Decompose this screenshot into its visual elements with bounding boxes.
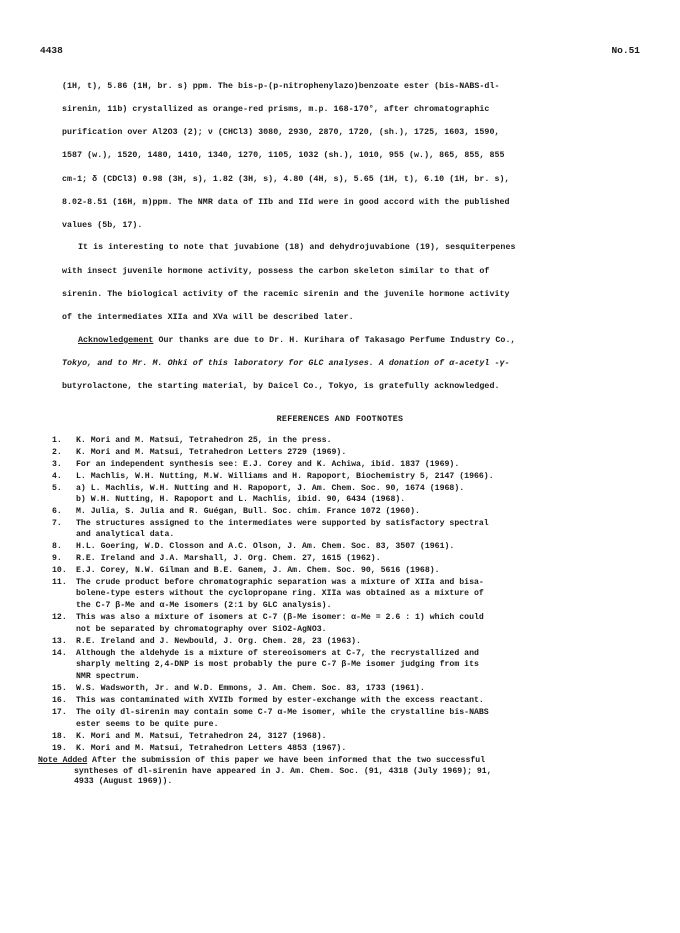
reference-number: 13. [52, 637, 67, 646]
reference-number: 12. [52, 613, 67, 622]
reference-text: the C-7 β-Me and α-Me isomers (2:1 by GLC analysis). [76, 601, 332, 610]
reference-text: L. Machlis, W.H. Nutting, M.W. Williams and H. Rapoport, Biochemistry 5, 2147 (1966). [76, 472, 494, 481]
acknowledgement-line [78, 336, 622, 345]
reference-text: Although the aldehyde is a mixture of stereoisomers at C-7, the recrystallized and [76, 649, 479, 658]
issue-number: No.51 [611, 45, 640, 56]
reference-text: This was also a mixture of isomers at C-7 (β-Me isomer: α-Me = 2.6 : 1) which could [76, 613, 484, 622]
reference-text: a) L. Machlis, W.H. Nutting and H. Rapoport, J. Am. Chem. Soc. 90, 1674 (1968). [76, 484, 465, 493]
note-added-label: Note Added [38, 756, 88, 765]
body-line: sirenin. The biological activity of the racemic sirenin and the juvenile hormone activity [62, 290, 510, 299]
body-line: purification over Al2O3 (2); ν (CHCl3) 3080, 2930, 2870, 1720, (sh.), 1725, 1603, 1590, [62, 128, 500, 137]
reference-text: K. Mori and M. Matsui, Tetrahedron Letters 2729 (1969). [76, 448, 347, 457]
reference-text: not be separated by chromatography over SiO2-AgNO3. [76, 625, 327, 634]
reference-number: 14. [52, 649, 67, 658]
reference-number: 9. [52, 554, 62, 563]
reference-text: ester seems to be quite pure. [76, 720, 219, 729]
acknowledgement-text: Our thanks are due to Dr. H. Kurihara of Takasago Perfume Industry Co., [153, 336, 516, 345]
note-added-line: syntheses of dl-sirenin have appeared in J. Am. Chem. Soc. (91, 4318 (July 1969); 91, [74, 766, 492, 776]
reference-number: 15. [52, 684, 67, 693]
body-line: 1587 (w.), 1520, 1480, 1410, 1340, 1270, 1105, 1032 (sh.), 1010, 955 (w.), 865, 855, 855 [62, 151, 505, 160]
reference-number: 6. [52, 507, 62, 516]
reference-text: For an independent synthesis see: E.J. Corey and K. Achiwa, ibid. 1837 (1969). [76, 460, 460, 469]
reference-text: R.E. Ireland and J. Newbould, J. Org. Chem. 28, 23 (1963). [76, 637, 361, 646]
reference-number: 11. [52, 578, 67, 587]
reference-text: H.L. Goering, W.D. Closson and A.C. Olson, J. Am. Chem. Soc. 83, 3507 (1961). [76, 542, 455, 551]
references-title: REFERENCES AND FOOTNOTES [276, 415, 404, 424]
reference-number: 4. [52, 472, 62, 481]
body-line: of the intermediates XIIa and XVa will be described later. [62, 313, 354, 322]
reference-text: This was contaminated with XVIIb formed by ester-exchange with the excess reactant. [76, 696, 484, 705]
reference-number: 7. [52, 519, 62, 528]
body-line: values (5b, 17). [62, 221, 143, 230]
note-added [38, 756, 638, 788]
reference-text: K. Mori and M. Matsui, Tetrahedron Letters 4853 (1967). [76, 744, 347, 753]
acknowledgement-line: Tokyo, and to Mr. M. Ohki of this laboratory for GLC analyses. A donation of α-acetyl -γ- [62, 359, 510, 368]
reference-text: bolene-type esters without the cyclopropane ring. XIIa was obtained as a mixture of [76, 589, 484, 598]
reference-number: 19. [52, 744, 67, 753]
reference-text: NMR spectrum. [76, 672, 140, 681]
note-added-line: 4933 (August 1969)). [74, 777, 173, 786]
reference-text: M. Julia, S. Julia and R. Guégan, Bull. Soc. chim. France 1072 (1960). [76, 507, 420, 516]
reference-number: 5. [52, 484, 62, 493]
body-line: It is interesting to note that juvabione (18) and dehydrojuvabione (19), sesquiterpenes [78, 243, 516, 252]
reference-text: The crude product before chromatographic separation was a mixture of XIIa and bisa- [76, 578, 484, 587]
body-line: sirenin, 11b) crystallized as orange-red prisms, m.p. 168-170°, after chromatographic [62, 105, 490, 114]
reference-number: 18. [52, 732, 67, 741]
reference-text: R.E. Ireland and J.A. Marshall, J. Org. Chem. 27, 1615 (1962). [76, 554, 381, 563]
page-number: 4438 [40, 45, 63, 56]
reference-text: E.J. Corey, N.W. Gilman and B.E. Ganem, J. Am. Chem. Soc. 90, 5616 (1968). [76, 566, 440, 575]
reference-number: 16. [52, 696, 67, 705]
body-line: (1H, t), 5.86 (1H, br. s) ppm. The bis-p-(p-nitrophenylazo)benzoate ester (bis-NABS-dl- [62, 82, 500, 91]
acknowledgement-label: Acknowledgement [78, 336, 154, 345]
reference-text: K. Mori and M. Matsui, Tetrahedron 25, in the press. [76, 436, 332, 445]
reference-number: 1. [52, 436, 62, 445]
reference-text: The structures assigned to the intermediates were supported by satisfactory spectral [76, 519, 489, 528]
reference-number: 3. [52, 460, 62, 469]
reference-text: b) W.H. Nutting, H. Rapoport and L. Machlis, ibid. 90, 6434 (1968). [76, 495, 406, 504]
reference-text: K. Mori and M. Matsui, Tetrahedron 24, 3127 (1968). [76, 732, 327, 741]
body-line: 8.02-8.51 (16H, m)ppm. The NMR data of IIb and IId were in good accord with the published [62, 198, 510, 207]
reference-number: 2. [52, 448, 62, 457]
reference-number: 17. [52, 708, 67, 717]
reference-text: sharply melting 2,4-DNP is most probably the pure C-7 β-Me isomer judging from its [76, 660, 479, 669]
reference-text: W.S. Wadsworth, Jr. and W.D. Emmons, J. Am. Chem. Soc. 83, 1733 (1961). [76, 684, 425, 693]
note-added-line [38, 756, 638, 767]
note-added-text: After the submission of this paper we have been informed that the two successful [87, 756, 486, 765]
body-line: cm-1; δ (CDCl3) 0.98 (3H, s), 1.82 (3H, s), 4.80 (4H, s), 5.65 (1H, t), 6.10 (1H, br. s), [62, 175, 510, 184]
acknowledgement-line: butyrolactone, the starting material, by Daicel Co., Tokyo, is gratefully acknowledged. [62, 382, 500, 391]
reference-text: The oily dl-sirenin may contain some C-7 α-Me isomer, while the crystalline bis-NABS [76, 708, 489, 717]
reference-number: 8. [52, 542, 62, 551]
body-line: with insect juvenile hormone activity, possess the carbon skeleton similar to that of [62, 267, 490, 276]
reference-number: 10. [52, 566, 67, 575]
reference-text: and analytical data. [76, 530, 175, 539]
